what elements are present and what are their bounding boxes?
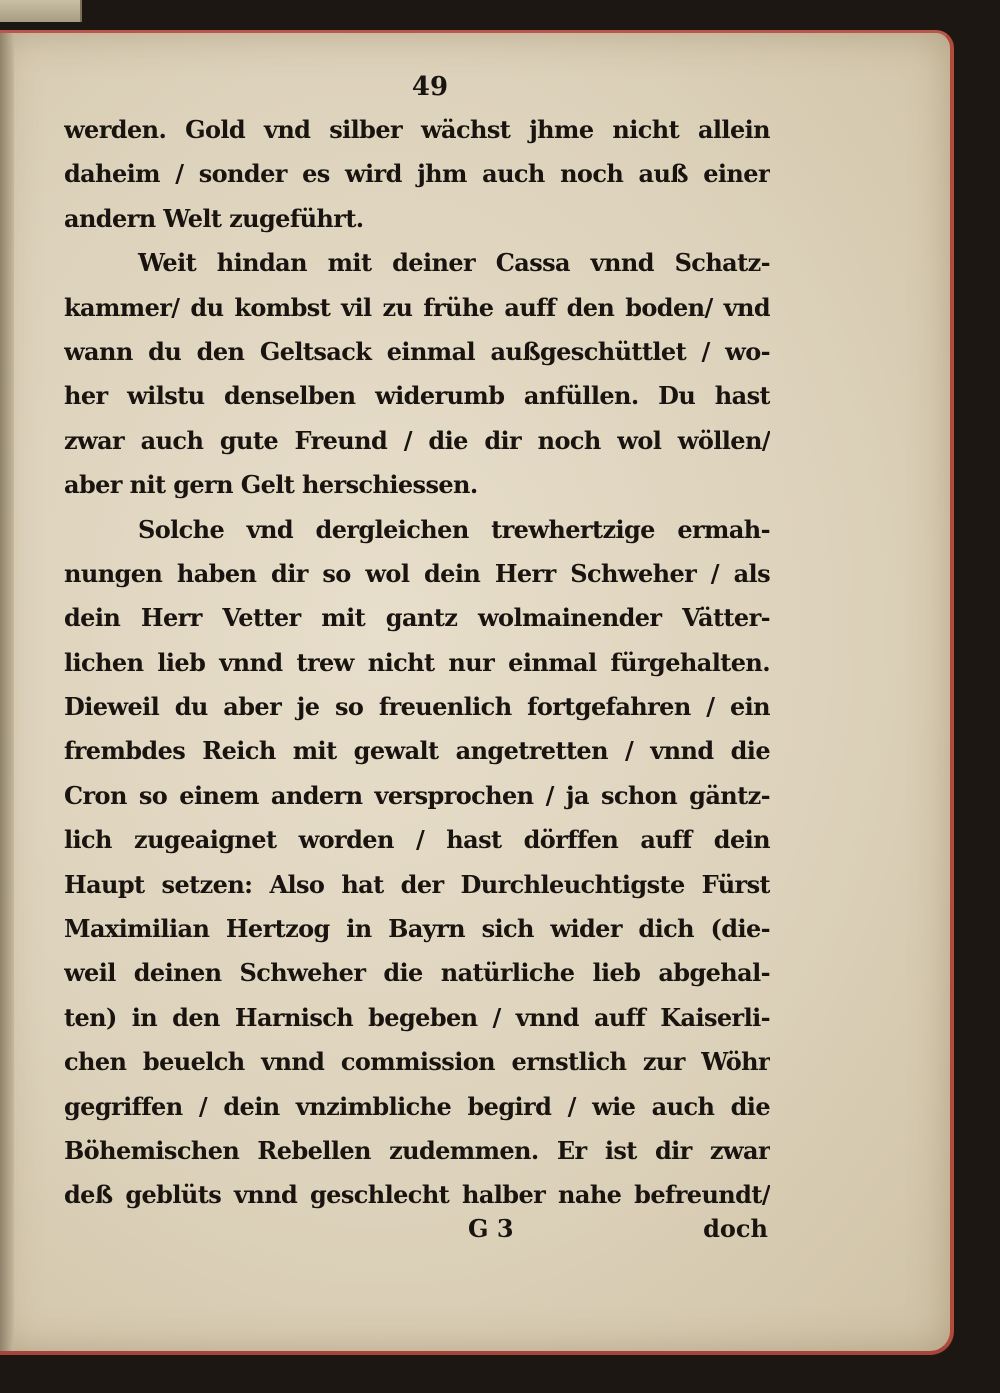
catchword: doch xyxy=(703,1214,768,1243)
text-line: Weit hindan mit deiner Cassa vnnd Schatz- xyxy=(138,248,770,278)
text-line: aber nit gern Gelt herschiessen. xyxy=(64,470,478,500)
text-line: werden. Gold vnd silber wächst jhme nicht allein xyxy=(64,115,770,144)
text-line: Maximilian Hertzog in Bayrn sich wider dich (die- xyxy=(64,914,770,944)
text-line: Böhemischen Rebellen zudemmen. Er ist dir zwar xyxy=(64,1135,770,1165)
footer-line xyxy=(64,1210,770,1254)
text-line: weil deinen Schweher die natürliche lieb abgehal- xyxy=(64,958,770,988)
book-spine-edge xyxy=(0,0,82,22)
text-line: andern Welt zugeführt. xyxy=(64,203,364,233)
text-line: dein Herr Vetter mit gantz wolmainender Vätter- xyxy=(64,603,770,633)
text-line: kammer/ du kombst vil zu frühe auff den boden/ vnd xyxy=(64,292,770,322)
text-line: Haupt setzen: Also hat der Durchleuchtigste Fürst xyxy=(64,869,770,899)
text-line: lich zugeaignet worden / hast dörffen auff dein xyxy=(64,825,770,855)
text-line: wann du den Geltsack einmal außgeschüttlet / wo- xyxy=(64,336,770,366)
text-line: daheim / sonder es wird jhm auch noch auß einer xyxy=(64,159,770,189)
text-line: frembdes Reich mit gewalt angetretten / vnnd die xyxy=(64,736,770,766)
text-line: Solche vnd dergleichen trewhertzige ermah- xyxy=(138,514,770,544)
page-number: 49 xyxy=(411,72,449,102)
text-line: deß geblüts vnnd geschlecht halber nahe befreundt/ xyxy=(64,1180,770,1210)
body-text xyxy=(64,108,770,1218)
text-line: gegriffen / dein vnzimbliche begird / wie auch die xyxy=(64,1091,770,1121)
text-line: chen beuelch vnnd commission ernstlich zur Wöhr xyxy=(64,1047,770,1077)
text-line: Dieweil du aber je so freuenlich fortgefahren / ein xyxy=(64,692,770,722)
text-line: her wilstu denselben widerumb anfüllen. Du hast xyxy=(64,381,770,411)
text-line: nungen haben dir so wol dein Herr Schweher / als xyxy=(64,558,770,588)
text-line: zwar auch gute Freund / die dir noch wol wöllen/ xyxy=(64,425,770,455)
signature-mark: G 3 xyxy=(468,1214,514,1243)
text-line: Cron so einem andern versprochen / ja schon gäntz- xyxy=(64,780,770,810)
page-gutter xyxy=(0,33,14,1351)
text-line: lichen lieb vnnd trew nicht nur einmal fürgehalten. xyxy=(64,647,770,677)
text-line: ten) in den Harnisch begeben / vnnd auff Kaiserli- xyxy=(64,1002,770,1032)
